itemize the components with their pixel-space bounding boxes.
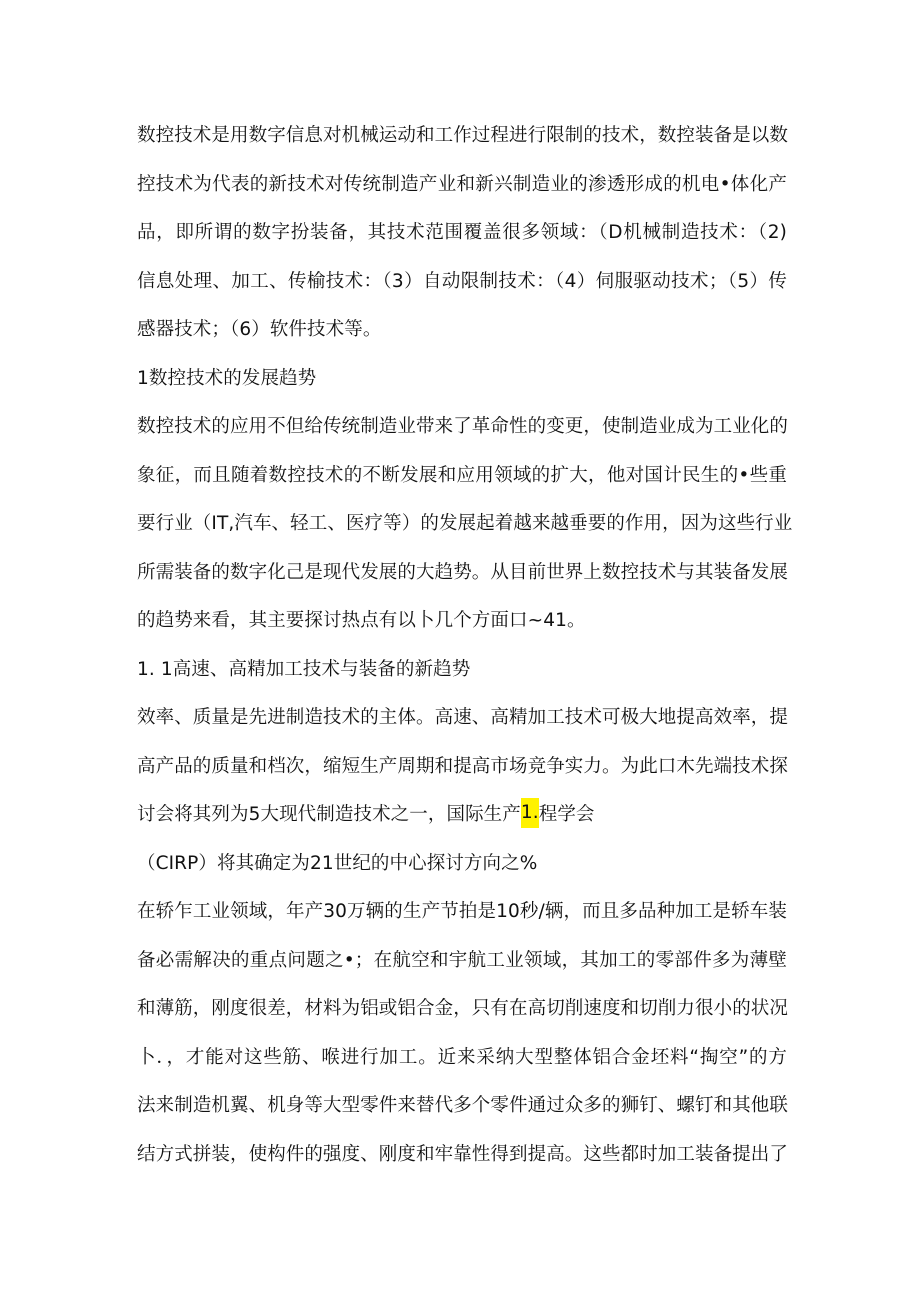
paragraph-line: 控技术为代表的新技术对传统制造产业和新兴制造业的渗透形成的机电•体化产 — [137, 173, 787, 195]
paragraph-line: （CIRP）将其确定为21世纪的中心探讨方向之% — [137, 852, 538, 874]
highlighted-text: 1. — [521, 798, 539, 828]
paragraph-line: 法来制造机翼、机身等大型零件来替代多个零件通过众多的狮钉、螺钉和其他联 — [137, 1095, 789, 1116]
paragraph-line: 要行业（IT,汽车、轻工、医疗等）的发展起着越来越垂要的作用，因为这些行业 — [137, 513, 793, 534]
paragraph-line: 数控技术是用数字信息对机械运动和工作过程进行限制的技术，数控装备是以数 — [137, 125, 789, 146]
text-segment: 程学会 — [538, 804, 595, 825]
paragraph-line: 和薄筋，刚度很差，材料为铝或铝合金，只有在高切削速度和切削力很小的状况 — [137, 998, 789, 1019]
paragraph-line: 的趋势来看，其主要探讨热点有以卜几个方面口~41。 — [137, 610, 586, 631]
subsection-heading: 1. 1高速、高精加工技术与装备的新趋势 — [137, 658, 471, 680]
paragraph-line: 结方式拼装，使构件的强度、刚度和牢靠性得到提高。这些都时加工装备提出了 — [137, 1143, 789, 1165]
paragraph-line: 信息处理、加工、传榆技术：（3）自动限制技术：（4）伺服驱动技术；（5）传 — [137, 270, 787, 292]
paragraph-line-with-highlight — [137, 791, 787, 840]
paragraph-line: 所需装备的数字化己是现代发展的大趋势。从目前世界上数控技术与其装备发展 — [137, 561, 789, 583]
paragraph-line: 高产品的质量和档次，缩短生产周期和提高市场竞争实力。为此口木先端技术探 — [137, 755, 789, 777]
paragraph-line: 备必需解决的重点问题之•；在航空和宇航工业领域，其加工的零部件多为薄壁 — [137, 949, 787, 971]
paragraph-line: 感器技术；（6）软件技术等。 — [137, 319, 382, 340]
document-body — [137, 112, 793, 1179]
text-segment: 讨会将其列为5大现代制造技术之一，国际生产 — [137, 804, 521, 825]
paragraph-line: 卜．，才能对这些筋、喉进行加工。近来采纳大型整体铝合金坯料“掏空”的方 — [137, 1046, 787, 1068]
section-heading: 1数控技术的发展趋势 — [137, 367, 317, 389]
paragraph-line: 在轿乍工业领域，年产30万辆的生产节拍是10秒/辆，而且多品种加工是轿车装 — [137, 901, 787, 922]
paragraph-line: 效率、质量是先进制造技术的主体。高速、高精加工技术可极大地提高效率，提 — [137, 707, 789, 728]
paragraph-line: 象征，而且随着数控技术的不断发展和应用领域的扩大，他对国计民生的•些重 — [137, 464, 787, 486]
paragraph-line: 数控技术的应用不但给传统制造业带来了革命性的变更，使制造业成为工业化的 — [137, 416, 789, 437]
paragraph-line: 品，即所谓的数字扮装备，其技术范围覆盖很多领域：（D机械制造技术：（2) — [137, 222, 787, 243]
